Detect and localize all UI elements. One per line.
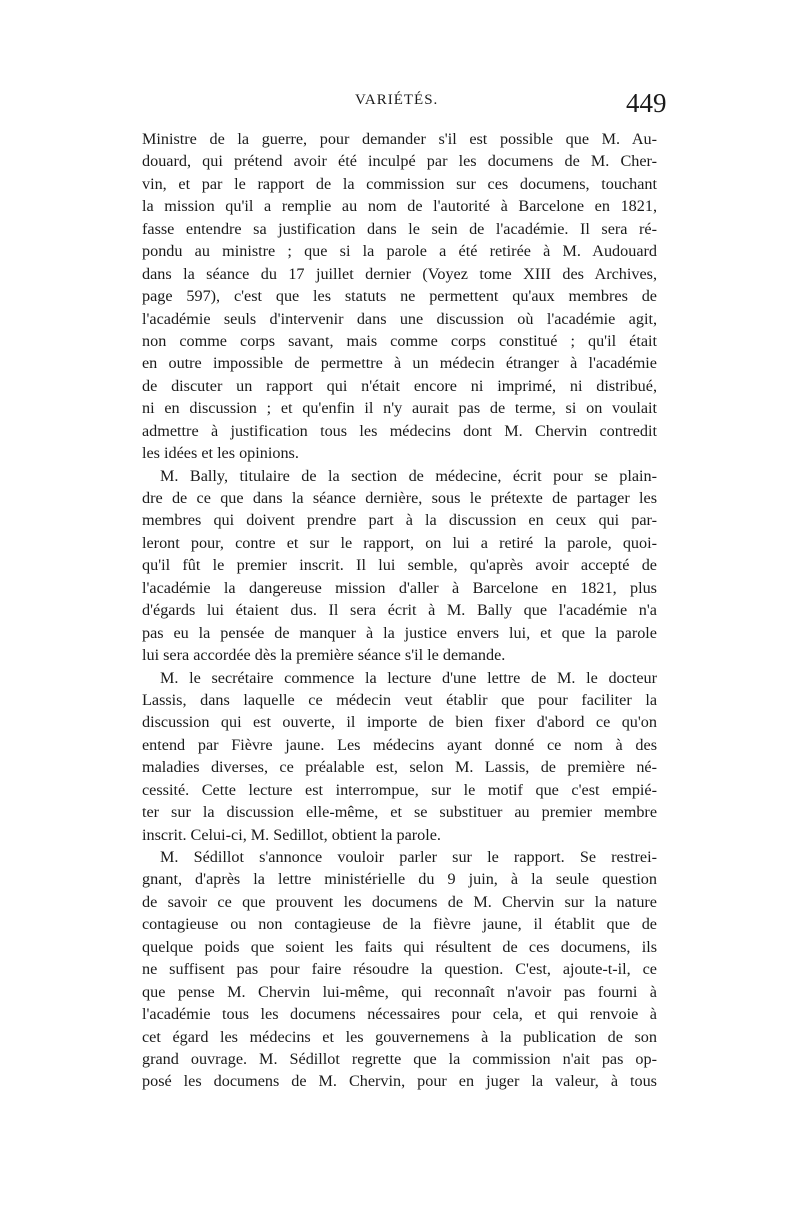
text-line: admettre à justification tous les médecins dont M. Chervin contredit: [142, 421, 657, 440]
text-line: ter sur la discussion elle-même, et se substituer au premier membre: [142, 803, 657, 822]
text-line: pas eu la pensée de manquer à la justice envers lui, et que la parole: [142, 623, 657, 642]
text-line: posé les documens de M. Chervin, pour en juger la valeur, à tous: [142, 1072, 657, 1091]
page-number: 449: [626, 88, 667, 118]
text-line: discussion qui est ouverte, il importe de bien fixer d'abord ce qu'on: [142, 713, 657, 732]
text-line: non comme corps savant, mais comme corps constitué ; qu'il était: [142, 331, 657, 350]
text-line: cet égard les médecins et les gouvernemens à la publication de son: [142, 1027, 657, 1046]
text-line: dans la séance du 17 juillet dernier (Voyez tome XIII des Archives,: [142, 264, 657, 283]
text-line: M. le secrétaire commence la lecture d'une lettre de M. le docteur: [160, 668, 657, 687]
text-line: M. Sédillot s'annonce vouloir parler sur le rapport. Se restrei-: [160, 848, 657, 866]
text-line: l'académie la dangereuse mission d'aller à Barcelone en 1821, plus: [142, 578, 657, 597]
text-line: inscrit. Celui-ci, M. Sedillot, obtient la parole.: [142, 825, 441, 844]
text-line: la mission qu'il a remplie au nom de l'autorité à Barcelone en 1821,: [142, 197, 657, 216]
text-line: Ministre de la guerre, pour demander s'il est possible que M. Au-: [142, 130, 657, 148]
text-line: grand ouvrage. M. Sédillot regrette que la commission n'ait pas op-: [142, 1049, 657, 1068]
text-line: que pense M. Chervin lui-même, qui reconnaît n'avoir pas fourni à: [142, 982, 657, 1001]
text-line: gnant, d'après la lettre ministérielle du 9 juin, à la seule question: [142, 870, 657, 889]
body-text: [142, 128, 657, 1093]
text-line: M. Bally, titulaire de la section de médecine, écrit pour se plain-: [160, 466, 657, 485]
text-line: leront pour, contre et sur le rapport, on lui a retiré la parole, quoi-: [142, 533, 657, 552]
text-line: qu'il fût le premier inscrit. Il lui semble, qu'après avoir accepté de: [142, 556, 657, 575]
text-line: lui sera accordée dès la première séance s'il le demande.: [142, 646, 506, 665]
text-line: de savoir ce que prouvent les documens de M. Chervin sur la nature: [142, 892, 657, 911]
text-line: d'égards lui étaient dus. Il sera écrit à M. Bally que l'académie n'a: [142, 601, 657, 620]
text-line: l'académie tous les documens nécessaires pour cela, et qui renvoie à: [142, 1005, 657, 1024]
text-line: page 597), c'est que les statuts ne permettent qu'aux membres de: [142, 287, 657, 306]
text-line: entend par Fièvre jaune. Les médecins ayant donné ce nom à des: [142, 735, 657, 754]
text-line: pondu au ministre ; que si la parole a été retirée à M. Audouard: [142, 242, 657, 261]
text-line: ni en discussion ; et qu'enfin il n'y aurait pas de terme, si on voulait: [142, 399, 657, 418]
text-line: quelque poids que soient les faits qui résultent de ces documens, ils: [142, 937, 657, 956]
text-line: les idées et les opinions.: [142, 444, 299, 463]
text-line: contagieuse ou non contagieuse de la fièvre jaune, il établit que de: [142, 915, 657, 934]
text-line: vin, et par le rapport de la commission sur ces documens, touchant: [142, 174, 657, 193]
text-line: douard, qui prétend avoir été inculpé par les documens de M. Cher-: [142, 152, 657, 171]
text-line: en outre impossible de permettre à un médecin étranger à l'académie: [142, 354, 657, 373]
text-line: membres qui doivent prendre part à la discussion en ceux qui par-: [142, 511, 657, 530]
text-line: fasse entendre sa justification dans le sein de l'académie. Il sera ré-: [142, 219, 657, 238]
text-line: de discuter un rapport qui n'était encore ni imprimé, ni distribué,: [142, 376, 657, 395]
text-line: maladies diverses, ce préalable est, selon M. Lassis, de première né-: [142, 758, 657, 777]
running-head: VARIÉTÉS.: [355, 92, 439, 108]
text-line: dre de ce que dans la séance dernière, sous le prétexte de partager les: [142, 489, 657, 507]
text-line: Lassis, dans laquelle ce médecin veut établir que pour faciliter la: [142, 690, 657, 709]
text-line: cessité. Cette lecture est interrompue, sur le motif que c'est empié-: [142, 780, 657, 799]
text-line: ne suffisent pas pour faire résoudre la question. C'est, ajoute-t-il, ce: [142, 960, 657, 979]
text-line: l'académie seuls d'intervenir dans une discussion où l'académie agit,: [142, 309, 657, 328]
